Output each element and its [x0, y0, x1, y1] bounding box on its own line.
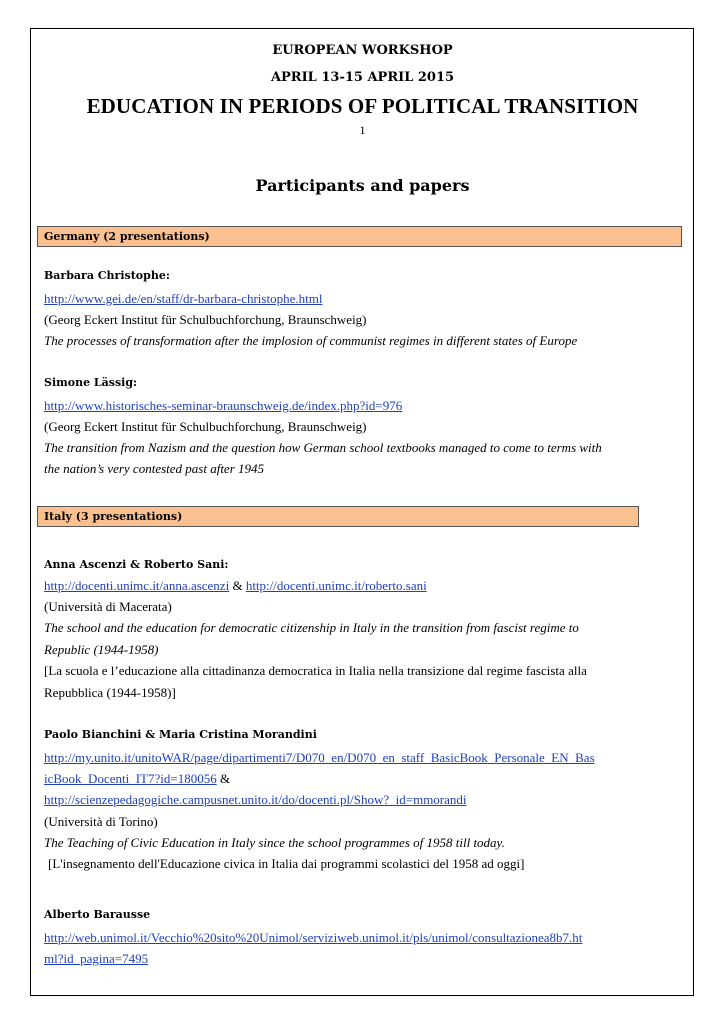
participant-link[interactable]: http://docenti.unimc.it/roberto.sani	[245, 578, 427, 593]
link-separator: &	[232, 578, 243, 593]
participant-link-continued[interactable]: ml?id_pagina=7495	[44, 951, 149, 966]
participant-affiliation: (Georg Eckert Institut für Schulbuchforchung, Braunschweig)	[44, 312, 367, 327]
page-title: EDUCATION IN PERIODS OF POLITICAL TRANSITION	[86, 94, 639, 118]
participant-name: Alberto Barausse	[44, 908, 151, 921]
participant-name: Barbara Christophe:	[44, 269, 170, 282]
page-subtitle: Participants and papers	[255, 176, 470, 195]
participant-link[interactable]: http://www.gei.de/en/staff/dr-barbara-christophe.html	[44, 291, 323, 306]
workshop-dates: APRIL 13-15 APRIL 2015	[270, 70, 455, 85]
page-number: 1	[359, 123, 366, 137]
paper-title: The school and the education for democratic citizenship in Italy in the transition from fascist regime to	[44, 620, 579, 635]
section-header-italy: Italy (3 presentations)	[37, 506, 639, 527]
participant-name: Simone Lässig:	[44, 376, 138, 389]
participant-link[interactable]: http://scienzepedagogiche.campusnet.unito.it/do/docenti.pl/Show?_id=mmorandi	[44, 792, 467, 807]
participant-link[interactable]: http://docenti.unimc.it/anna.ascenzi	[44, 578, 230, 593]
participant-name: Anna Ascenzi & Roberto Sani:	[44, 558, 229, 571]
paper-title: The processes of transformation after the implosion of communist regimes in different states of Europe	[44, 333, 578, 348]
participant-affiliation: (Georg Eckert Institut für Schulbuchforchung, Braunschweig)	[44, 419, 367, 434]
paper-title-continued: Republic (1944-1958)	[44, 642, 159, 657]
link-separator: &	[219, 771, 231, 786]
paper-translation: [La scuola e l’educazione alla cittadinanza democratica in Italia nella transizione dal regime fascista alla	[44, 663, 587, 678]
paper-title: The Teaching of Civic Education in Italy since the school programmes of 1958 till today.	[44, 835, 505, 850]
section-header-germany: Germany (2 presentations)	[37, 226, 682, 247]
participant-links	[44, 771, 684, 787]
paper-translation: [L'insegnamento dell'Educazione civica in Italia dai programmi scolastici del 1958 ad oggi]	[48, 856, 525, 871]
participant-affiliation: (Università di Torino)	[44, 814, 158, 829]
participant-link[interactable]: http://my.unito.it/unitoWAR/page/dipartimenti7/D070_en/D070_en_staff_BasicBook_Personale_EN_Bas	[44, 750, 595, 765]
participant-link[interactable]: http://web.unimol.it/Vecchio%20sito%20Unimol/serviziweb.unimol.it/pls/unimol/consultazionea8b7.ht	[44, 930, 583, 945]
participant-link-continued[interactable]: icBook_Docenti_IT7?id=180056	[44, 771, 217, 786]
participant-name: Paolo Bianchini & Maria Cristina Morandini	[44, 728, 317, 741]
paper-title-continued: the nation’s very contested past after 1945	[44, 461, 265, 476]
paper-translation-continued: Repubblica (1944-1958)]	[44, 685, 176, 700]
participant-links	[44, 578, 684, 594]
paper-title: The transition from Nazism and the question how German school textbooks managed to come to terms with	[44, 440, 602, 455]
participant-affiliation: (Università di Macerata)	[44, 599, 172, 614]
participant-link[interactable]: http://www.historisches-seminar-braunschweig.de/index.php?id=976	[44, 398, 403, 413]
workshop-label: EUROPEAN WORKSHOP	[272, 43, 453, 58]
